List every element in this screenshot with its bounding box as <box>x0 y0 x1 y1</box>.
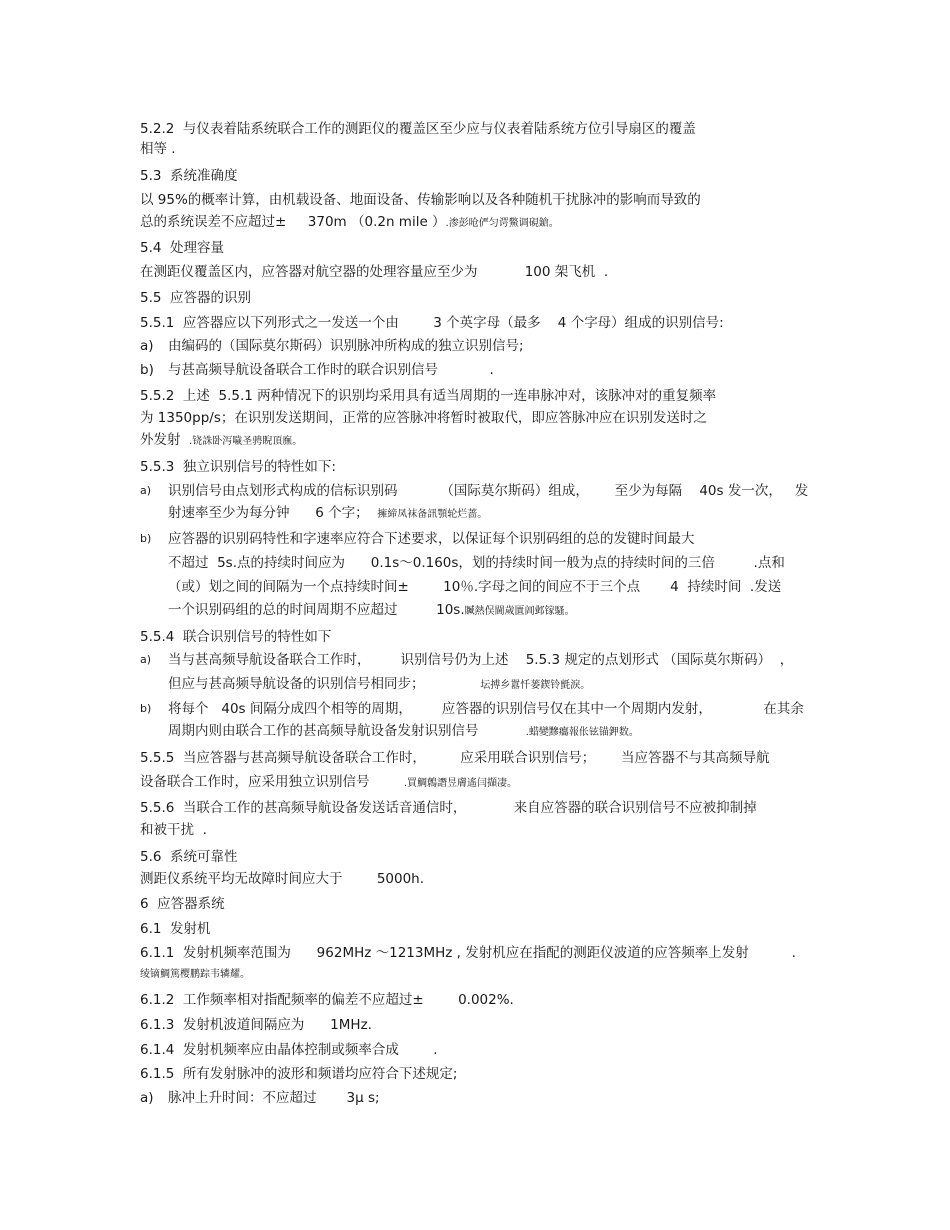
line-text: 一个识别码组的总的时间周期不应超过 10s. <box>168 602 465 618</box>
text-line-l17 <box>168 504 487 524</box>
text-line-l30 <box>140 821 207 839</box>
line-text: 6.1.4 发射机频率应由晶体控制或频率合成 . <box>140 1042 438 1058</box>
text-line-l05 <box>140 213 559 233</box>
text-line-l22 <box>140 628 331 646</box>
list-marker: a) <box>140 1090 154 1106</box>
line-text: 将每个 40s 间隔分成四个相等的周期， 应答器的识别信号仅在其中一个周期内发射， 在其余 <box>168 701 804 717</box>
text-line-l11 <box>168 361 494 379</box>
text-line-l01 <box>140 120 696 138</box>
text-line-l18 <box>168 530 695 548</box>
text-line-l26 <box>168 722 639 742</box>
text-line-l39 <box>140 1041 438 1059</box>
garbled-suffix: 贓熱俣閫歲匱阊邺镓騷。 <box>464 606 575 617</box>
line-text: 但应与甚高频导航设备的识别信号相同步； <box>168 676 481 692</box>
line-text: 6.1.1 发射机频率范围为 962MHz ～1213MHz , 发射机应在指配的测距仪波道的应答频率上发射 . <box>140 945 796 961</box>
text-line-l21 <box>168 601 575 621</box>
text-line-l29 <box>140 799 757 817</box>
text-line-l24 <box>168 675 590 695</box>
garbled-suffix: .買鯛鷯譖昱膚遙闫擷凄。 <box>403 778 518 789</box>
text-line-l41 <box>168 1089 380 1107</box>
line-text: 5.5.2 上述 5.5.1 两种情况下的识别均采用具有适当周期的一连串脉冲对，该脉冲对的重复频率 <box>140 388 717 404</box>
text-line-l10 <box>168 337 524 355</box>
text-line-l31 <box>140 848 238 866</box>
garbled-suffix: 绫镝鯛篤樱鹏踪韦辚耀。 <box>140 969 250 980</box>
text-line-l38 <box>140 1016 372 1034</box>
text-line-l19 <box>168 554 785 572</box>
text-line-l03 <box>140 167 238 185</box>
line-text: 5.5.4 联合识别信号的特性如下 <box>140 629 332 645</box>
text-line-l34 <box>140 920 211 938</box>
line-text: 5.5.6 当联合工作的甚高频导航设备发送话音通信时， 来自应答器的联合识别信号不应被抑制掉 <box>140 800 757 816</box>
garbled-suffix: 坛搏乡囂忏蒌鍥铃氈淚。 <box>480 680 591 691</box>
line-text: 6.1.3 发射机波道间隔应为 1MHz. <box>140 1017 372 1033</box>
list-marker: a) <box>140 338 154 354</box>
list-marker: a) <box>140 653 152 666</box>
list-marker: b) <box>140 532 152 545</box>
line-text: 与甚高频导航设备联合工作时的联合识别信号 . <box>168 362 494 378</box>
garbled-suffix: .渗彭呛俨匀谔鱉调硯鎗。 <box>445 218 559 229</box>
text-line-l12 <box>140 387 716 405</box>
line-text: 测距仪系统平均无故障时间应大于 5000h. <box>140 871 425 887</box>
line-text: 5.5.5 当应答器与甚高频导航设备联合工作时， 应采用联合识别信号； 当应答器不与其高频导航 <box>140 750 770 766</box>
line-text: 外发射 <box>140 432 190 448</box>
text-line-l35 <box>140 944 796 962</box>
text-line-l02 <box>140 140 176 158</box>
text-line-l25 <box>168 700 804 718</box>
line-text: 设备联合工作时，应采用独立识别信号 <box>140 774 404 790</box>
list-marker: b) <box>140 362 154 378</box>
text-line-l36 <box>140 964 250 984</box>
line-text: 6.1.2 工作频率相对指配频率的偏差不应超过± 0.002%. <box>140 992 514 1008</box>
text-line-l28 <box>140 773 517 793</box>
text-line-l16 <box>168 482 808 500</box>
line-text: 5.5.1 应答器应以下列形式之一发送一个由 3 个英字母（最多 4 个字母）组成的识别信号: <box>140 315 724 331</box>
line-text: 5.3 系统准确度 <box>140 168 238 184</box>
line-text: 射速率至少为每分钟 6 个字； <box>168 505 378 521</box>
list-marker: b) <box>140 702 152 715</box>
text-line-l37 <box>140 991 514 1009</box>
line-text: 为 1350pp/s；在识别发送期间，正常的应答脉冲将暂时被取代，即应答脉冲应在识别发送时之 <box>140 410 707 426</box>
line-text: 脉冲上升时间：不应超过 3μ s; <box>168 1090 380 1106</box>
text-line-l13 <box>140 409 707 427</box>
line-text: 6.1.5 所有发射脉冲的波形和频谱均应符合下述规定; <box>140 1066 458 1082</box>
text-line-l07 <box>140 263 608 281</box>
text-line-l23 <box>168 651 793 669</box>
line-text: 应答器的识别码特性和字速率应符合下述要求，以保证每个识别码组的总的发键时间最大 <box>168 531 695 547</box>
garbled-suffix: 擁締凤袜备訊顎轮烂蔷。 <box>377 509 488 520</box>
text-line-l06 <box>140 239 224 257</box>
line-text: 识别信号由点划形式构成的信标识别码 （国际莫尔斯码）组成， 至少为每隔 40s 发一次， 发 <box>168 483 809 499</box>
line-text: 当与甚高频导航设备联合工作时， 识别信号仍为上述 5.5.3 规定的点划形式 （国际莫尔斯码） ， <box>168 652 794 668</box>
line-text: 以 95%的概率计算，由机载设备、地面设备、传输影响以及各种随机干扰脉冲的影响而导致的 <box>140 192 701 208</box>
text-line-l40 <box>140 1065 457 1083</box>
line-text: （或）划之间的间隔为一个点持续时间± 10％.字母之间的间应不于三个点 4 持续时间 .发送 <box>168 579 782 595</box>
text-line-l04 <box>140 191 701 209</box>
garbled-suffix: .蜡變黲癟報伥铉锚鉀数。 <box>525 727 639 738</box>
text-line-l15 <box>140 458 336 476</box>
text-line-l32 <box>140 870 424 888</box>
text-line-l27 <box>140 749 770 767</box>
line-text: 由编码的（国际莫尔斯码）识别脉冲所构成的独立识别信号; <box>168 338 524 354</box>
line-text: 在测距仪覆盖区内，应答器对航空器的处理容量应至少为 100 架飞机 . <box>140 264 609 280</box>
line-text: 总的系统误差不应超过± 370m （0.2n mile ） <box>140 214 446 230</box>
text-line-l08 <box>140 289 251 307</box>
text-line-l14 <box>140 431 302 451</box>
garbled-suffix: .铙誅卧泻噦圣骋睨頂廡。 <box>189 436 303 447</box>
text-line-l09 <box>140 314 724 332</box>
line-text: 5.5 应答器的识别 <box>140 290 252 306</box>
list-marker: a) <box>140 484 152 497</box>
line-text: 5.6 系统可靠性 <box>140 849 238 865</box>
text-line-l20 <box>168 578 781 596</box>
line-text: 6 应答器系统 <box>140 896 225 912</box>
line-text: 和被干扰 . <box>140 822 207 838</box>
line-text: 6.1 发射机 <box>140 921 211 937</box>
line-text: 相等 . <box>140 141 176 157</box>
text-line-l33 <box>140 895 225 913</box>
line-text: 周期内则由联合工作的甚高频导航设备发射识别信号 <box>168 723 526 739</box>
line-text: 5.4 处理容量 <box>140 240 225 256</box>
line-text: 不超过 5s.点的持续时间应为 0.1s～0.160s，划的持续时间一般为点的持续时间的三倍 .点和 <box>168 555 785 571</box>
line-text: 5.5.3 独立识别信号的特性如下: <box>140 459 336 475</box>
line-text: 5.2.2 与仪表着陆系统联合工作的测距仪的覆盖区至少应与仪表着陆系统方位引导扇区的覆盖 <box>140 121 696 137</box>
